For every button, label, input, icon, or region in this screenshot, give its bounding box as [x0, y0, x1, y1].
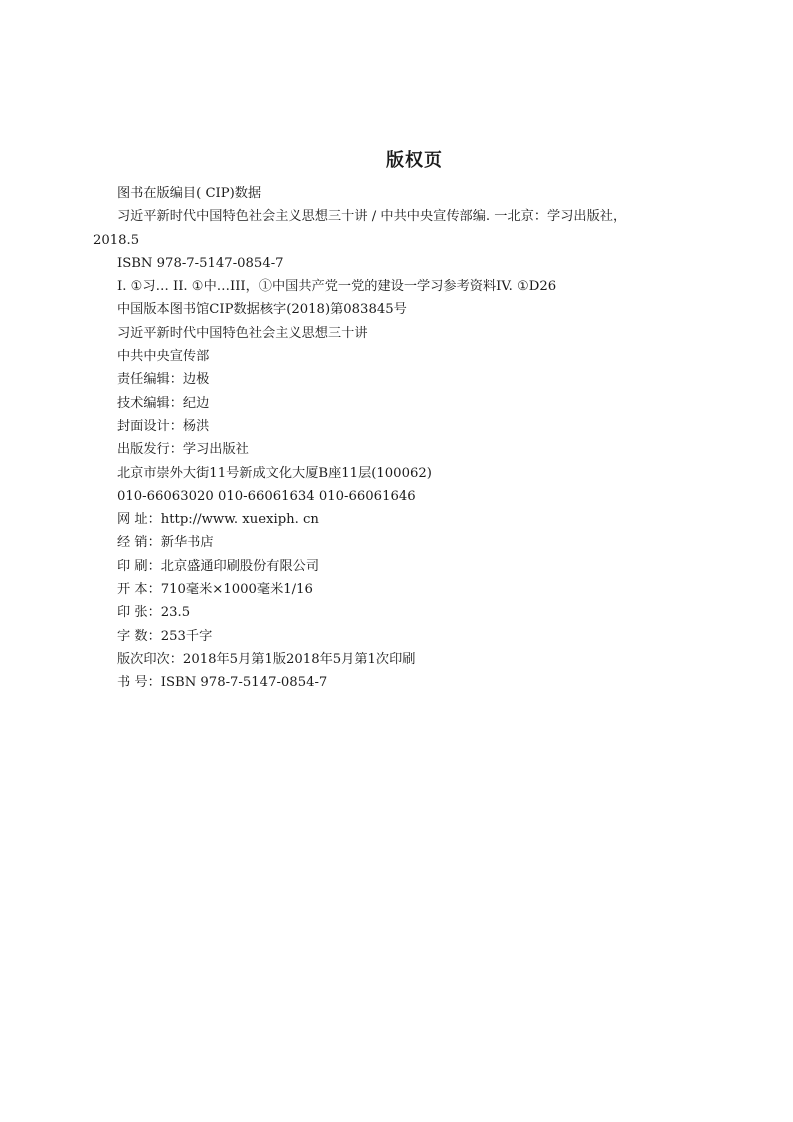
website-line: 网 址：http://www. xuexiph. cn: [117, 512, 319, 528]
format-line: 开 本：710毫米×1000毫米1/16: [117, 582, 313, 598]
copyright-body: [93, 182, 693, 695]
edition-line: 版次印次：2018年5月第1版2018年5月第1次印刷: [117, 651, 416, 667]
cip-header: 图书在版编目( CIP)数据: [117, 186, 262, 201]
distributor-line: 经 销：新华书店: [117, 535, 214, 551]
book-number-line: 书 号：ISBN 978-7-5147-0854-7: [117, 675, 328, 691]
book-title-line: 习近平新时代中国特色社会主义思想三十讲: [117, 325, 368, 341]
cip-number-line: 中国版本图书馆CIP数据核字(2018)第083845号: [117, 302, 407, 318]
author-line: 中共中央宣传部: [117, 349, 210, 365]
phones-line: 010-66063020 010-66061634 010-66061646: [117, 488, 416, 504]
page-title: 版权页: [386, 150, 443, 171]
printer-line: 印 刷：北京盛通印刷股份有限公司: [117, 558, 320, 574]
cip-main-entry: 习近平新时代中国特色社会主义思想三十讲 / 中共中央宣传部编. 一北京：学习出版社，: [117, 209, 627, 225]
technical-editor-line: 技术编辑：纪边: [117, 395, 210, 411]
address-line: 北京市崇外大街11号新成文化大厦B座11层(100062): [117, 465, 432, 481]
cover-design-line: 封面设计：杨洪: [117, 418, 210, 434]
word-count-line: 字 数：253千字: [117, 628, 213, 644]
classification-line: I. ①习… II. ①中…III，①中国共产党一党的建设一学习参考资料IV. ①D26: [117, 279, 557, 295]
cip-main-entry-continued: 2018.5: [93, 232, 140, 248]
publisher-line: 出版发行：学习出版社: [117, 442, 249, 458]
sheets-line: 印 张：23.5: [117, 605, 191, 621]
isbn-line: ISBN 978-7-5147-0854-7: [117, 255, 284, 271]
responsible-editor-line: 责任编辑：边极: [117, 372, 210, 388]
